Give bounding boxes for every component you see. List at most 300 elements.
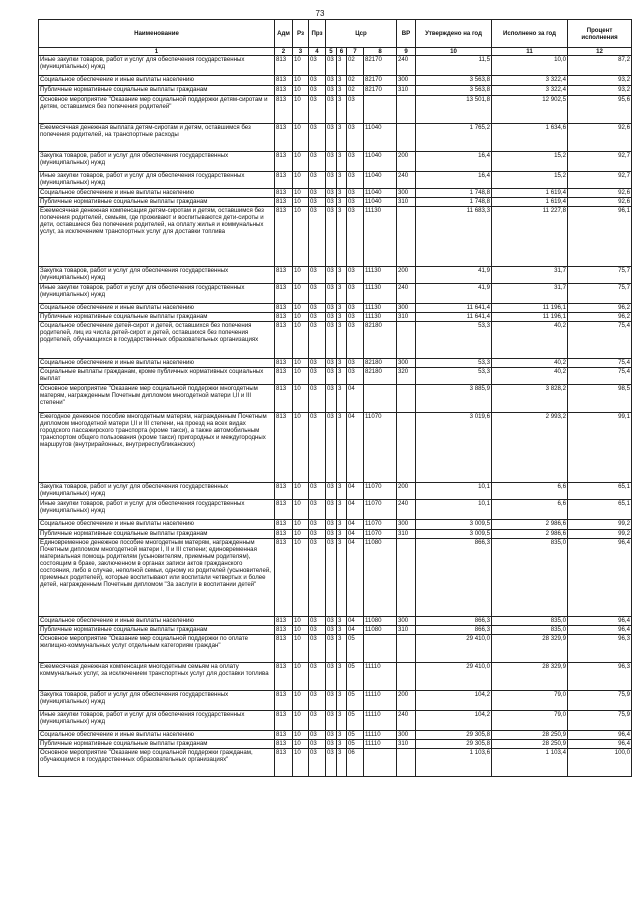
- cell-approved: 16,4: [416, 152, 492, 172]
- cell-approved: 3 019,6: [416, 413, 492, 483]
- cell-executed: 15,2: [492, 152, 568, 172]
- cell-csr-program: 03: [326, 635, 337, 663]
- cell-prz: 03: [309, 731, 326, 740]
- cell-adm: 813: [275, 520, 293, 530]
- cell-csr-program: 03: [326, 198, 337, 207]
- cell-rz: 10: [293, 172, 309, 189]
- cell-csr-direction: 11040: [364, 152, 397, 172]
- cell-vr: 240: [397, 56, 416, 76]
- cell-percent: 96,1: [568, 207, 632, 267]
- cell-percent: 75,7: [568, 284, 632, 304]
- table-row: [39, 635, 632, 663]
- cell-csr-subprogram: 3: [337, 385, 347, 413]
- cell-csr-program: 03: [326, 663, 337, 691]
- cell-executed: 2 986,6: [492, 530, 568, 539]
- cell-vr: 240: [397, 284, 416, 304]
- cell-csr-subprogram: 3: [337, 530, 347, 539]
- cell-rz: 10: [293, 483, 309, 500]
- cell-approved: 16,4: [416, 172, 492, 189]
- cell-prz: 03: [309, 152, 326, 172]
- header-executed: Исполнено за год: [492, 20, 568, 48]
- cell-csr-event: 03: [347, 322, 364, 359]
- cell-approved: 11,5: [416, 56, 492, 76]
- cell-rz: 10: [293, 313, 309, 322]
- cell-prz: 03: [309, 284, 326, 304]
- cell-csr-program: 03: [326, 284, 337, 304]
- cell-csr-direction: 11110: [364, 731, 397, 740]
- cell-csr-direction: 11040: [364, 198, 397, 207]
- table-row: [39, 152, 632, 172]
- cell-rz: 10: [293, 740, 309, 749]
- row-name: Социальное обеспечение и иные выплаты населению: [39, 304, 275, 313]
- cell-csr-direction: 11070: [364, 413, 397, 483]
- cell-rz: 10: [293, 749, 309, 777]
- cell-csr-subprogram: 3: [337, 284, 347, 304]
- table-row: [39, 284, 632, 304]
- cell-percent: 96,2: [568, 304, 632, 313]
- cell-prz: 03: [309, 207, 326, 267]
- cell-percent: 87,2: [568, 56, 632, 76]
- cell-percent: 92,6: [568, 198, 632, 207]
- cell-adm: 813: [275, 368, 293, 385]
- table-row: [39, 304, 632, 313]
- cell-csr-direction: [364, 749, 397, 777]
- cell-vr: 240: [397, 711, 416, 731]
- header-name: Наименование: [39, 20, 275, 48]
- cell-csr-direction: 11130: [364, 313, 397, 322]
- cell-prz: 03: [309, 76, 326, 86]
- cell-vr: 240: [397, 172, 416, 189]
- cell-rz: 10: [293, 152, 309, 172]
- cell-percent: 96,4: [568, 617, 632, 626]
- cell-adm: 813: [275, 267, 293, 284]
- cell-csr-subprogram: 3: [337, 313, 347, 322]
- header-vr: ВР: [397, 20, 416, 48]
- cell-csr-subprogram: 3: [337, 626, 347, 635]
- cell-adm: 813: [275, 313, 293, 322]
- cell-executed: 3 322,4: [492, 86, 568, 96]
- row-name: Основное мероприятие "Оказание мер социальной поддержки гражданам, обучающимся в государственных образовательных организациях": [39, 749, 275, 777]
- cell-csr-direction: 11130: [364, 304, 397, 313]
- cell-adm: 813: [275, 530, 293, 539]
- cell-executed: 1 619,4: [492, 198, 568, 207]
- cell-csr-subprogram: 3: [337, 520, 347, 530]
- cell-executed: 28 250,9: [492, 740, 568, 749]
- cell-csr-direction: 11110: [364, 691, 397, 711]
- cell-executed: 79,0: [492, 711, 568, 731]
- cell-csr-subprogram: 3: [337, 539, 347, 617]
- col-number: 7: [347, 48, 364, 56]
- cell-percent: 92,7: [568, 152, 632, 172]
- cell-percent: 93,2: [568, 86, 632, 96]
- cell-vr: 300: [397, 359, 416, 368]
- row-name: Ежегодное денежное пособие многодетным матерям, награжденным Почетным дипломом многодетной матери I,II и III степени, на проезд на всех видах городского пассажирского транспорта (кроме такси), а также автомобильным транспортом общего пользования (кроме такси) пригородных и междугородных маршрутов (внутрирайонных, внутриреспубликанских): [39, 413, 275, 483]
- cell-prz: 03: [309, 368, 326, 385]
- cell-executed: 6,6: [492, 500, 568, 520]
- cell-rz: 10: [293, 267, 309, 284]
- cell-csr-direction: 11110: [364, 711, 397, 731]
- cell-csr-subprogram: 3: [337, 322, 347, 359]
- cell-csr-direction: 11080: [364, 539, 397, 617]
- row-name: Иные закупки товаров, работ и услуг для обеспечения государственных (муниципальных) нужд: [39, 56, 275, 76]
- cell-percent: 65,1: [568, 483, 632, 500]
- cell-vr: 200: [397, 691, 416, 711]
- cell-vr: 310: [397, 530, 416, 539]
- cell-prz: 03: [309, 267, 326, 284]
- cell-vr: [397, 749, 416, 777]
- cell-rz: 10: [293, 663, 309, 691]
- cell-percent: 99,2: [568, 520, 632, 530]
- cell-csr-event: 04: [347, 500, 364, 520]
- header-percent: Процент исполнения: [568, 20, 632, 48]
- cell-rz: 10: [293, 124, 309, 152]
- cell-csr-direction: 82170: [364, 56, 397, 76]
- table-row: [39, 413, 632, 483]
- cell-adm: 813: [275, 663, 293, 691]
- cell-rz: 10: [293, 359, 309, 368]
- cell-rz: 10: [293, 284, 309, 304]
- cell-csr-subprogram: 3: [337, 740, 347, 749]
- cell-csr-event: 03: [347, 284, 364, 304]
- cell-rz: 10: [293, 731, 309, 740]
- cell-adm: 813: [275, 152, 293, 172]
- cell-adm: 813: [275, 626, 293, 635]
- table-row: [39, 500, 632, 520]
- cell-approved: 10,1: [416, 483, 492, 500]
- cell-adm: 813: [275, 711, 293, 731]
- cell-executed: 11 196,1: [492, 304, 568, 313]
- cell-rz: 10: [293, 711, 309, 731]
- cell-prz: 03: [309, 198, 326, 207]
- cell-executed: 79,0: [492, 691, 568, 711]
- cell-csr-direction: 11070: [364, 530, 397, 539]
- row-name: Закупка товаров, работ и услуг для обеспечения государственных (муниципальных) нужд: [39, 691, 275, 711]
- cell-adm: 813: [275, 198, 293, 207]
- table-row: [39, 520, 632, 530]
- table-row: [39, 617, 632, 626]
- table-row: [39, 663, 632, 691]
- cell-rz: 10: [293, 189, 309, 198]
- cell-csr-direction: [364, 96, 397, 124]
- cell-csr-subprogram: 3: [337, 691, 347, 711]
- cell-adm: 813: [275, 691, 293, 711]
- cell-csr-program: 03: [326, 731, 337, 740]
- cell-rz: 10: [293, 368, 309, 385]
- cell-rz: 10: [293, 539, 309, 617]
- cell-csr-direction: 82180: [364, 359, 397, 368]
- cell-executed: 40,2: [492, 359, 568, 368]
- cell-vr: [397, 385, 416, 413]
- col-number: 3: [293, 48, 309, 56]
- cell-percent: 75,9: [568, 711, 632, 731]
- table-row: [39, 198, 632, 207]
- cell-csr-subprogram: 3: [337, 198, 347, 207]
- cell-prz: 03: [309, 413, 326, 483]
- row-name: Социальное обеспечение детей-сирот и детей, оставшихся без попечения родителей, лиц из числа детей-сирот и детей, оставшихся без попечения родителей, обучающихся в государственных образовательных организациях: [39, 322, 275, 359]
- cell-csr-program: 03: [326, 304, 337, 313]
- cell-vr: 310: [397, 740, 416, 749]
- cell-approved: 10,1: [416, 500, 492, 520]
- cell-csr-subprogram: 3: [337, 304, 347, 313]
- col-number: 10: [416, 48, 492, 56]
- table-row: [39, 530, 632, 539]
- cell-executed: 15,2: [492, 172, 568, 189]
- cell-rz: 10: [293, 76, 309, 86]
- cell-csr-event: 05: [347, 691, 364, 711]
- table-row: [39, 56, 632, 76]
- row-name: Публичные нормативные социальные выплаты гражданам: [39, 86, 275, 96]
- table-row: [39, 626, 632, 635]
- cell-prz: 03: [309, 96, 326, 124]
- cell-percent: 75,4: [568, 322, 632, 359]
- cell-csr-event: 03: [347, 152, 364, 172]
- cell-rz: 10: [293, 322, 309, 359]
- cell-executed: 11 227,8: [492, 207, 568, 267]
- cell-approved: 29 410,0: [416, 663, 492, 691]
- cell-vr: 200: [397, 483, 416, 500]
- row-name: Иные закупки товаров, работ и услуг для обеспечения государственных (муниципальных) нужд: [39, 500, 275, 520]
- table-row: [39, 731, 632, 740]
- cell-csr-program: 03: [326, 711, 337, 731]
- cell-csr-event: 03: [347, 304, 364, 313]
- col-number: 11: [492, 48, 568, 56]
- cell-executed: 28 250,9: [492, 731, 568, 740]
- table-header-row: [39, 20, 632, 48]
- cell-csr-direction: 11130: [364, 284, 397, 304]
- header-csr: Цср: [326, 20, 397, 48]
- cell-vr: 310: [397, 313, 416, 322]
- cell-rz: 10: [293, 626, 309, 635]
- cell-prz: 03: [309, 539, 326, 617]
- cell-approved: 3 009,5: [416, 520, 492, 530]
- table-row: [39, 539, 632, 617]
- cell-executed: 3 828,2: [492, 385, 568, 413]
- cell-csr-program: 03: [326, 530, 337, 539]
- table-row: [39, 322, 632, 359]
- cell-approved: 1 748,8: [416, 198, 492, 207]
- cell-rz: 10: [293, 207, 309, 267]
- cell-csr-event: 03: [347, 172, 364, 189]
- cell-executed: 12 902,5: [492, 96, 568, 124]
- cell-csr-program: 03: [326, 152, 337, 172]
- cell-csr-event: 03: [347, 267, 364, 284]
- cell-executed: 1 619,4: [492, 189, 568, 198]
- cell-adm: 813: [275, 124, 293, 152]
- cell-rz: 10: [293, 500, 309, 520]
- cell-executed: 31,7: [492, 267, 568, 284]
- cell-percent: 99,1: [568, 413, 632, 483]
- row-name: Социальное обеспечение и иные выплаты населению: [39, 520, 275, 530]
- cell-approved: 866,3: [416, 539, 492, 617]
- cell-csr-event: 04: [347, 539, 364, 617]
- cell-csr-direction: 11080: [364, 626, 397, 635]
- cell-vr: [397, 96, 416, 124]
- cell-executed: 40,2: [492, 322, 568, 359]
- cell-prz: 03: [309, 500, 326, 520]
- cell-executed: 2 993,2: [492, 413, 568, 483]
- cell-vr: [397, 322, 416, 359]
- cell-percent: 100,0: [568, 749, 632, 777]
- cell-csr-subprogram: 3: [337, 76, 347, 86]
- row-name: Публичные нормативные социальные выплаты гражданам: [39, 313, 275, 322]
- cell-csr-subprogram: 3: [337, 86, 347, 96]
- cell-executed: 6,6: [492, 483, 568, 500]
- cell-csr-direction: 11080: [364, 617, 397, 626]
- cell-vr: 200: [397, 152, 416, 172]
- row-name: Публичные нормативные социальные выплаты гражданам: [39, 530, 275, 539]
- cell-percent: 96,2: [568, 313, 632, 322]
- row-name: Основное мероприятие "Оказание мер социальной поддержки детям-сиротам и детям, оставшимся без попечения родителей": [39, 96, 275, 124]
- cell-csr-program: 03: [326, 313, 337, 322]
- cell-approved: 29 305,8: [416, 740, 492, 749]
- cell-csr-subprogram: 3: [337, 124, 347, 152]
- cell-executed: 3 322,4: [492, 76, 568, 86]
- cell-csr-event: 02: [347, 86, 364, 96]
- header-rz: Рз: [293, 20, 309, 48]
- cell-rz: 10: [293, 635, 309, 663]
- col-number: 6: [337, 48, 347, 56]
- cell-adm: 813: [275, 284, 293, 304]
- cell-percent: 92,6: [568, 189, 632, 198]
- cell-prz: 03: [309, 86, 326, 96]
- cell-approved: 41,9: [416, 284, 492, 304]
- cell-csr-program: 03: [326, 691, 337, 711]
- cell-approved: 53,3: [416, 359, 492, 368]
- cell-percent: 75,7: [568, 267, 632, 284]
- cell-csr-program: 03: [326, 56, 337, 76]
- cell-csr-event: 03: [347, 207, 364, 267]
- cell-csr-event: 05: [347, 711, 364, 731]
- cell-csr-program: 03: [326, 76, 337, 86]
- column-number-row: [39, 48, 632, 56]
- cell-csr-direction: 11040: [364, 172, 397, 189]
- cell-rz: 10: [293, 385, 309, 413]
- table-row: [39, 96, 632, 124]
- cell-approved: 1 765,2: [416, 124, 492, 152]
- cell-csr-subprogram: 3: [337, 152, 347, 172]
- cell-csr-subprogram: 3: [337, 663, 347, 691]
- cell-executed: 11 196,1: [492, 313, 568, 322]
- cell-csr-event: 03: [347, 124, 364, 152]
- cell-percent: 95,6: [568, 96, 632, 124]
- cell-csr-program: 03: [326, 539, 337, 617]
- cell-csr-subprogram: 3: [337, 483, 347, 500]
- cell-csr-event: 04: [347, 385, 364, 413]
- row-name: Социальное обеспечение и иные выплаты населению: [39, 189, 275, 198]
- cell-vr: 300: [397, 731, 416, 740]
- header-approved: Утверждено на год: [416, 20, 492, 48]
- cell-adm: 813: [275, 413, 293, 483]
- cell-csr-event: 02: [347, 56, 364, 76]
- row-name: Единовременное денежное пособие многодетным матерям, награжденным Почетным дипломом многодетной матери I, II и III степени; единовременная материальная помощь родителям (усыновителям, приемным родителям), состоящим в браке, заключенном в органах записи актов гражданского состояния, либо в случае, неполной семьи, одному из родителей (усыновителей, приемных родителей), которые воспитывают или воспитали четвертых и более детей, награжденным Почетным дипломом "За заслуги в воспитании детей": [39, 539, 275, 617]
- cell-csr-direction: 11070: [364, 483, 397, 500]
- cell-adm: 813: [275, 76, 293, 86]
- cell-csr-program: 03: [326, 520, 337, 530]
- cell-adm: 813: [275, 740, 293, 749]
- cell-prz: 03: [309, 617, 326, 626]
- cell-approved: 53,3: [416, 322, 492, 359]
- table-row: [39, 207, 632, 267]
- cell-percent: 96,4: [568, 731, 632, 740]
- row-name: Публичные нормативные социальные выплаты гражданам: [39, 198, 275, 207]
- row-name: Закупка товаров, работ и услуг для обеспечения государственных (муниципальных) нужд: [39, 152, 275, 172]
- cell-rz: 10: [293, 691, 309, 711]
- cell-csr-subprogram: 3: [337, 359, 347, 368]
- cell-prz: 03: [309, 483, 326, 500]
- table-row: [39, 76, 632, 86]
- cell-rz: 10: [293, 56, 309, 76]
- table-row: [39, 385, 632, 413]
- cell-percent: 92,7: [568, 172, 632, 189]
- cell-csr-event: 04: [347, 520, 364, 530]
- table-row: [39, 86, 632, 96]
- cell-executed: 28 329,9: [492, 635, 568, 663]
- cell-percent: 75,4: [568, 359, 632, 368]
- cell-csr-direction: [364, 385, 397, 413]
- cell-csr-event: 04: [347, 530, 364, 539]
- cell-rz: 10: [293, 198, 309, 207]
- cell-percent: 75,9: [568, 691, 632, 711]
- cell-adm: 813: [275, 500, 293, 520]
- cell-approved: 29 410,0: [416, 635, 492, 663]
- cell-csr-event: 04: [347, 483, 364, 500]
- cell-vr: 300: [397, 76, 416, 86]
- cell-csr-event: 02: [347, 76, 364, 86]
- cell-prz: 03: [309, 711, 326, 731]
- row-name: Социальное обеспечение и иные выплаты населению: [39, 617, 275, 626]
- table-row: [39, 267, 632, 284]
- cell-percent: 96,3: [568, 635, 632, 663]
- cell-csr-direction: 82180: [364, 322, 397, 359]
- cell-executed: 1 103,4: [492, 749, 568, 777]
- cell-approved: 104,2: [416, 711, 492, 731]
- cell-adm: 813: [275, 189, 293, 198]
- cell-csr-direction: 11040: [364, 189, 397, 198]
- cell-percent: 98,5: [568, 385, 632, 413]
- cell-vr: 300: [397, 189, 416, 198]
- cell-rz: 10: [293, 86, 309, 96]
- cell-approved: 3 009,5: [416, 530, 492, 539]
- row-name: Социальное обеспечение и иные выплаты населению: [39, 76, 275, 86]
- cell-percent: 92,6: [568, 124, 632, 152]
- cell-approved: 53,3: [416, 368, 492, 385]
- cell-csr-direction: 11070: [364, 500, 397, 520]
- cell-csr-subprogram: 3: [337, 711, 347, 731]
- cell-percent: 65,1: [568, 500, 632, 520]
- cell-adm: 813: [275, 207, 293, 267]
- cell-prz: 03: [309, 385, 326, 413]
- cell-csr-subprogram: 3: [337, 368, 347, 385]
- cell-csr-program: 03: [326, 207, 337, 267]
- col-number: 1: [39, 48, 275, 56]
- cell-prz: 03: [309, 520, 326, 530]
- row-name: Основное мероприятие "Оказание мер социальной поддержки по оплате жилищно-коммунальных услуг отдельным категориям граждан": [39, 635, 275, 663]
- cell-csr-subprogram: 3: [337, 749, 347, 777]
- cell-csr-subprogram: 3: [337, 617, 347, 626]
- cell-adm: 813: [275, 731, 293, 740]
- cell-csr-program: 03: [326, 740, 337, 749]
- row-name: Публичные нормативные социальные выплаты гражданам: [39, 740, 275, 749]
- table-row: [39, 711, 632, 731]
- header-adm: Адм: [275, 20, 293, 48]
- cell-adm: 813: [275, 304, 293, 313]
- cell-csr-event: 05: [347, 663, 364, 691]
- cell-csr-program: 03: [326, 322, 337, 359]
- cell-csr-program: 03: [326, 483, 337, 500]
- cell-csr-direction: 11070: [364, 520, 397, 530]
- cell-adm: 813: [275, 617, 293, 626]
- cell-csr-event: 04: [347, 413, 364, 483]
